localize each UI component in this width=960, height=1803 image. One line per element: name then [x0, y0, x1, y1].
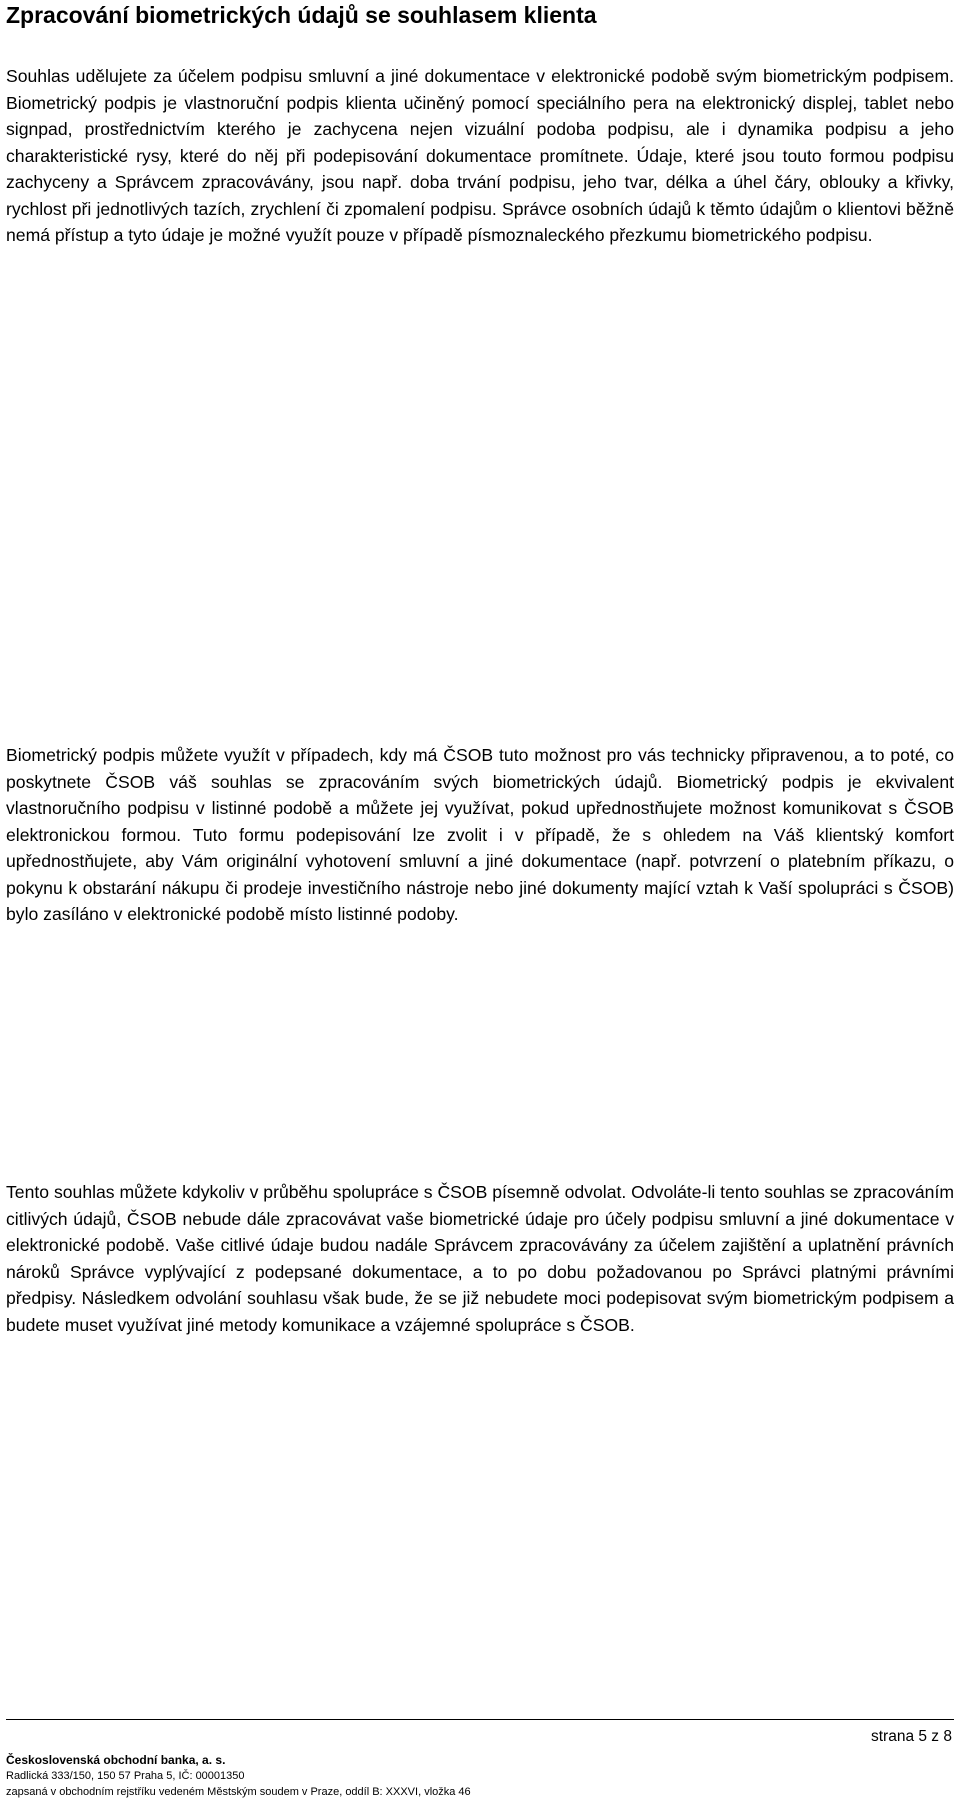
- footer-registry: zapsaná v obchodním rejstříku vedeném Městským soudem v Praze, oddíl B: XXXVI, vložka 46: [6, 1786, 471, 1798]
- footer-company-info: [6, 1752, 471, 1800]
- page-number: strana 5 z 8: [871, 1728, 952, 1745]
- page-title: Zpracování biometrických údajů se souhlasem klienta: [6, 2, 597, 28]
- footer-address: Radlická 333/150, 150 57 Praha 5, IČ: 00001350: [6, 1770, 245, 1782]
- paragraph-biometric-signature-definition: Souhlas udělujete za účelem podpisu smluvní a jiné dokumentace v elektronické podobě svým biometrickým podpisem. Biometrický podpis je vlastnoruční podpis klienta učiněný pomocí speciálního pera na elektronický displej, tablet nebo signpad, prostřednictvím kterého je zachycena nejen vizuální podoba podpisu, ale i dynamika podpisu a jeho charakteristické rysy, které do něj při podepisování dokumentace promítnete. Údaje, které jsou touto formou podpisu zachyceny a Správcem zpracovávány, jsou např. doba trvání podpisu, jeho tvar, délka a úhel čáry, oblouky a křivky, rychlost při jednotlivých tazích, zrychlení či zpomalení podpisu. Správce osobních údajů k těmto údajům o klientovi běžně nemá přístup a tyto údaje je možné využít pouze v případě písmoznaleckého přezkumu biometrického podpisu.: [6, 66, 954, 245]
- footer-company-name: Československá obchodní banka, a. s.: [6, 1753, 226, 1767]
- paragraph-consent-withdrawal: Tento souhlas můžete kdykoliv v průběhu spolupráce s ČSOB písemně odvolat. Odvoláte-li tento souhlas se zpracováním citlivých údajů, ČSOB nebude dále zpracovávat vaše biometrické údaje pro účely podpisu smluvní a jiné dokumentace v elektronické podobě. Vaše citlivé údaje budou nadále Správcem zpracovávány za účelem zajištění a uplatnění právních nároků Správce vyplývající z podepsané dokumentace, a to po dobu požadovanou po Správci platnými právními předpisy. Následkem odvolání souhlasu však bude, že se již nebudete moci podepisovat svým biometrickým podpisem a budete muset využívat jiné metody komunikace a vzájemné spolupráce s ČSOB.: [6, 1182, 954, 1335]
- footer-divider: [6, 1719, 954, 1720]
- paragraph-biometric-signature-usage: Biometrický podpis můžete využít v případech, kdy má ČSOB tuto možnost pro vás technicky připravenou, a to poté, co poskytnete ČSOB váš souhlas se zpracováním svých biometrických údajů. Biometrický podpis je ekvivalent vlastnoručního podpisu v listinné podobě a můžete jej využívat, pokud upřednostňujete možnost komunikovat s ČSOB elektronickou formou. Tuto formu podepisování lze zvolit i v případě, že s ohledem na Váš klientský komfort upřednostňujete, aby Vám originální vyhotovení smluvní a jiné dokumentace (např. potvrzení o platebním příkazu, o pokynu k obstarání nákupu či prodeje investičního nástroje nebo jiné dokumenty mající vztah k Vaší spolupráci s ČSOB) bylo zasíláno v elektronické podobě místo listinné podoby.: [6, 745, 954, 924]
